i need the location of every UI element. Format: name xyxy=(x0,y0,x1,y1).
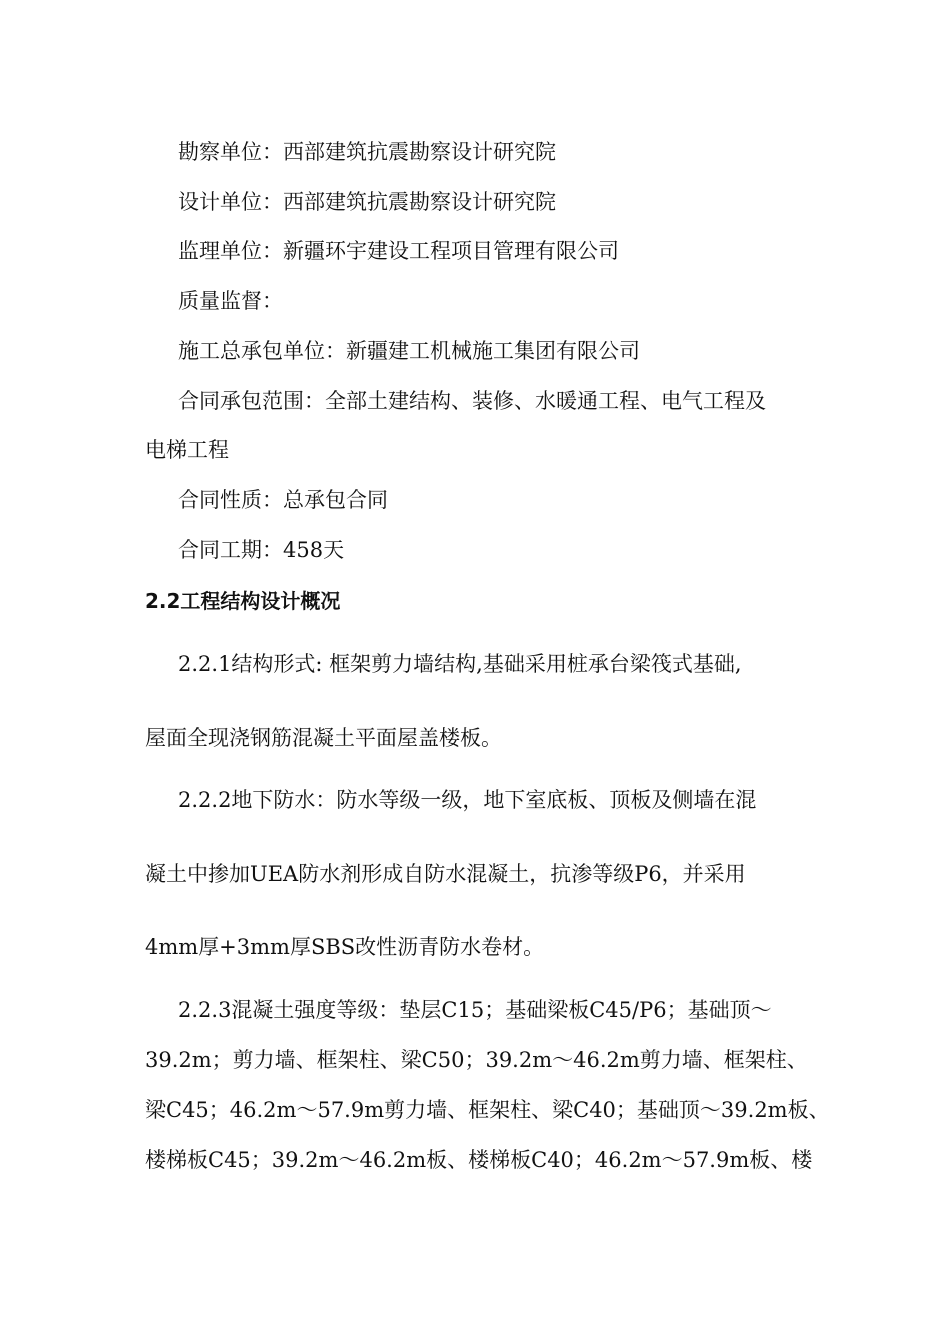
section-heading: 2.2工程结构设计概况 xyxy=(145,589,341,613)
contract-duration-line: 合同工期：458天 xyxy=(178,538,345,562)
contract-scope-continuation: 电梯工程 xyxy=(145,438,229,462)
survey-unit-line: 勘察单位：西部建筑抗震勘察设计研究院 xyxy=(178,140,556,164)
structure-form-continuation: 屋面全现浇钢筋混凝土平面屋盖楼板。 xyxy=(145,726,502,750)
concrete-grade-continuation-2: 梁C45；46.2m～57.9m剪力墙、框架柱、梁C40；基础顶～39.2m板、 xyxy=(145,1098,830,1122)
waterproof-continuation-1: 凝土中掺加UEA防水剂形成自防水混凝土，抗渗等级P6，并采用 xyxy=(145,862,746,886)
structure-form-line: 2.2.1结构形式: 框架剪力墙结构,基础采用桩承台梁筏式基础, xyxy=(178,652,742,676)
contract-scope-line: 合同承包范围：全部土建结构、装修、水暖通工程、电气工程及 xyxy=(178,389,766,413)
concrete-grade-continuation-3: 楼梯板C45；39.2m～46.2m板、楼梯板C40；46.2m～57.9m板、楼 xyxy=(145,1148,813,1172)
waterproof-line: 2.2.2地下防水：防水等级一级，地下室底板、顶板及侧墙在混 xyxy=(178,788,757,812)
concrete-grade-line: 2.2.3混凝土强度等级：垫层C15；基础梁板C45/P6；基础顶～ xyxy=(178,998,772,1022)
waterproof-continuation-2: 4mm厚+3mm厚SBS改性沥青防水卷材。 xyxy=(145,935,545,959)
contract-nature-line: 合同性质：总承包合同 xyxy=(178,488,388,512)
concrete-grade-continuation-1: 39.2m；剪力墙、框架柱、梁C50；39.2m～46.2m剪力墙、框架柱、 xyxy=(145,1048,808,1072)
supervision-unit-line: 监理单位：新疆环宇建设工程项目管理有限公司 xyxy=(178,239,619,263)
general-contractor-line: 施工总承包单位：新疆建工机械施工集团有限公司 xyxy=(178,339,640,363)
design-unit-line: 设计单位：西部建筑抗震勘察设计研究院 xyxy=(178,190,556,214)
quality-supervision-line: 质量监督： xyxy=(178,289,283,313)
